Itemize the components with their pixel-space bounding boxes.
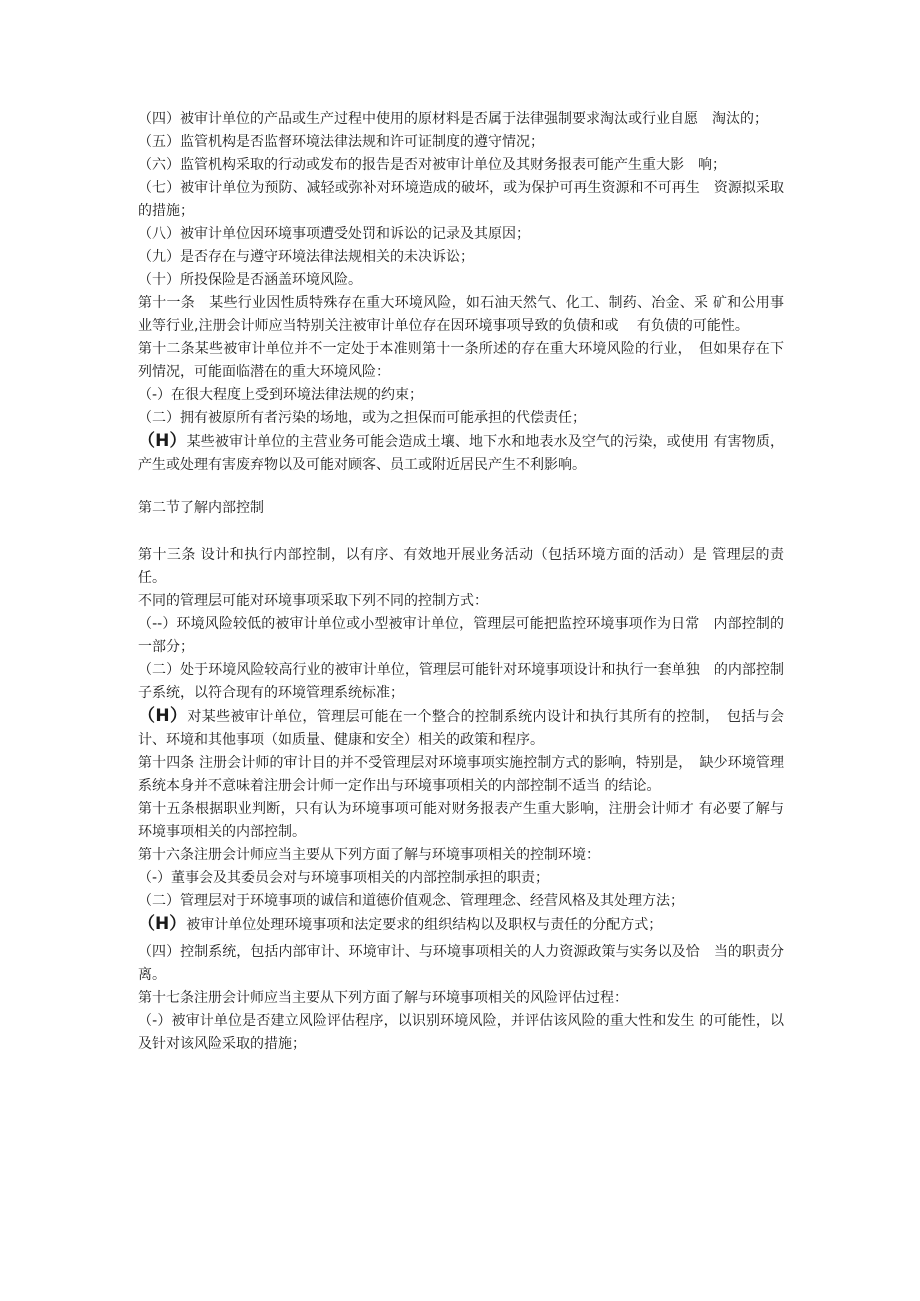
- paragraph-h: [138, 430, 784, 477]
- list-marker: （H）: [138, 706, 188, 726]
- paragraph: （二）拥有被原所有者污染的场地，或为之担保而可能承担的代偿责任；: [138, 410, 586, 426]
- list-marker: （H）: [138, 431, 187, 451]
- paragraph: （六）监管机构采取的行动或发布的报告是否对被审计单位及其财务报表可能产生重大影 响；: [138, 157, 726, 173]
- section-heading: 第二节了解内部控制: [138, 500, 264, 516]
- paragraph: （四）控制系统，包括内部审计、环境审计、与环境事项相关的人力资源政策与实务以及恰 当的职责分离。: [138, 944, 784, 983]
- paragraph: 第十四条 注册会计师的审计目的并不受管理层对环境事项实施控制方式的影响，特别是， 缺少环境管理系统本身并不意味着注册会计师一定作出与环境事项相关的内部控制不适当 的结论。: [138, 755, 784, 794]
- paragraph: （九）是否存在与遵守环境法律法规相关的未决诉讼；: [138, 249, 474, 265]
- paragraph: 第十五条根据职业判断，只有认为环境事项可能对财务报表产生重大影响，注册会计师才 有必要了解与环境事项相关的内部控制。: [138, 801, 784, 840]
- paragraph-text: 被审计单位处理环境事项和法定要求的组织结构以及职权与责任的分配方式；: [186, 917, 663, 933]
- paragraph: （-）在很大程度上受到环境法律法规的约束；: [138, 387, 424, 403]
- paragraph: 第十七条注册会计师应当主要从下列方面了解与环境事项相关的风险评估过程：: [138, 990, 628, 1006]
- paragraph-text: 对某些被审计单位，管理层可能在一个整合的控制系统内设计和执行其所有的控制， 包括与会计、环境和其他事项（如质量、健康和安全）相关的政策和程序。: [138, 709, 784, 748]
- paragraph: 第十一条 某些行业因性质特殊存在重大环境风险，如石油天然气、化工、制药、冶金、采 矿和公用事业等行业,注册会计师应当特别关注被审计单位存在因环境事项导致的负债和或 有负债的可能性。: [138, 295, 784, 334]
- paragraph: （五）监管机构是否监督环境法律法规和许可证制度的遵守情况；: [138, 134, 544, 150]
- paragraph-group-b: [138, 544, 784, 752]
- paragraph-group-c: [138, 752, 784, 937]
- paragraph: （--）环境风险较低的被审计单位或小型被审计单位，管理层可能把监控环境事项作为日常 内部控制的一部分；: [138, 616, 784, 655]
- paragraph: （七）被审计单位为预防、减轻或弥补对环境造成的破坏，或为保护可再生资源和不可再生 资源拟采取的措施；: [138, 180, 784, 219]
- paragraph-h: [138, 913, 784, 937]
- paragraph: （十）所投保险是否涵盖环境风险。: [138, 272, 362, 288]
- document-page: [138, 108, 784, 1056]
- paragraph-group-a: [138, 108, 784, 477]
- paragraph: （四）被审计单位的产品或生产过程中使用的原材料是否属于法律强制要求淘汰或行业自愿 淘汰的；: [138, 111, 768, 127]
- paragraph: 第十三条 设计和执行内部控制，以有序、有效地开展业务活动（包括环境方面的活动）是 管理层的责任。: [138, 547, 784, 586]
- paragraph-h: [138, 705, 784, 752]
- list-marker: （H）: [138, 914, 187, 934]
- paragraph: （-）董事会及其委员会对与环境事项相关的内部控制承担的职责；: [138, 870, 550, 886]
- paragraph: （二）处于环境风险较高行业的被审计单位，管理层可能针对环境事项设计和执行一套单独 的内部控制子系统，以符合现有的环境管理系统标准；: [138, 662, 784, 701]
- paragraph-group-d: [138, 941, 784, 1056]
- paragraph: （二）管理层对于环境事项的诚信和道德价值观念、管理理念、经营风格及其处理方法；: [138, 893, 684, 909]
- paragraph: 不同的管理层可能对环境事项采取下列不同的控制方式：: [138, 593, 488, 609]
- paragraph: （-）被审计单位是否建立风险评估程序，以识别环境风险，并评估该风险的重大性和发生 的可能性，以及针对该风险采取的措施；: [138, 1013, 784, 1052]
- paragraph-text: 某些被审计单位的主营业务可能会造成土壤、地下水和地表水及空气的污染，或使用 有害物质，产生或处理有害废弃物以及可能对顾客、员工或附近居民产生不利影响。: [138, 434, 784, 473]
- paragraph: 第十二条某些被审计单位并不一定处于本准则第十一条所述的存在重大环境风险的行业， 但如果存在下列情况，可能面临潜在的重大环境风险：: [138, 341, 784, 380]
- paragraph: 第十六条注册会计师应当主要从下列方面了解与环境事项相关的控制环境：: [138, 847, 600, 863]
- paragraph: （八）被审计单位因环境事项遭受处罚和诉讼的记录及其原因；: [138, 226, 530, 242]
